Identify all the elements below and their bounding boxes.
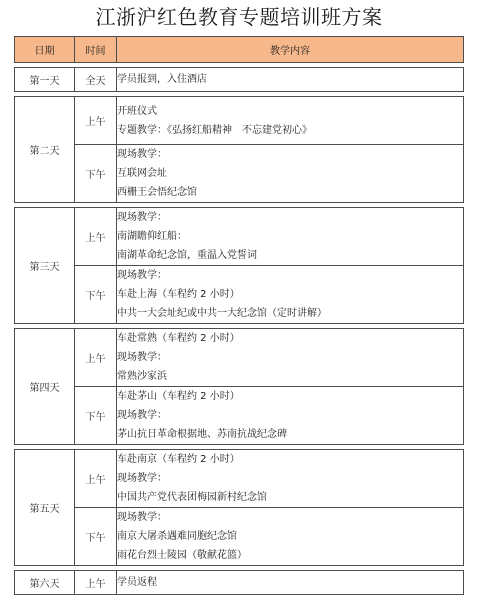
content-line: 互联网会址 — [117, 168, 167, 179]
table-row — [15, 571, 464, 595]
content-line: 学员报到，入住酒店 — [117, 74, 207, 85]
content-line: 现场教学： — [117, 212, 167, 223]
session-content — [117, 450, 464, 508]
time-label: 全天 — [75, 68, 117, 92]
table-row — [15, 266, 464, 324]
content-line: 车赴南京（车程约 2 小时） — [117, 454, 240, 465]
table-row — [15, 329, 464, 387]
day-label: 第二天 — [15, 97, 75, 203]
schedule-table — [14, 36, 464, 595]
session-content — [117, 571, 464, 595]
content-line: 专题教学：《弘扬红船精神 不忘建党初心》 — [117, 124, 312, 136]
page-title: 江浙沪红色教育专题培训班方案 — [95, 5, 383, 29]
header-day: 日期 — [15, 37, 75, 63]
session-content — [117, 208, 464, 266]
time-label: 上午 — [75, 450, 117, 508]
table-row — [15, 145, 464, 203]
session-content — [117, 387, 464, 445]
table-row — [15, 387, 464, 445]
table-row — [15, 508, 464, 566]
time-label: 下午 — [75, 508, 117, 566]
session-content — [117, 329, 464, 387]
content-line: 现场教学： — [117, 270, 167, 281]
content-line: 车赴常熟（车程约 2 小时） — [117, 333, 240, 344]
content-line: 南湖革命纪念馆，重温入党誓词 — [117, 250, 257, 261]
table-row — [15, 97, 464, 145]
content-line: 现场教学： — [117, 473, 167, 484]
content-line: 学员返程 — [117, 577, 157, 588]
content-line: 车赴茅山（车程约 2 小时） — [117, 391, 240, 402]
day-label: 第六天 — [15, 571, 75, 595]
content-line: 开班仪式 — [117, 105, 157, 117]
day-label: 第三天 — [15, 208, 75, 324]
time-label: 下午 — [75, 145, 117, 203]
content-line: 南湖瞻仰红船： — [117, 231, 187, 242]
table-row — [15, 68, 464, 92]
content-line: 现场教学： — [117, 149, 167, 160]
content-line: 中共一大会址纪或中共一大纪念馆（定时讲解） — [117, 308, 327, 319]
table-row — [15, 208, 464, 266]
session-content — [117, 266, 464, 324]
day-label: 第一天 — [15, 68, 75, 92]
content-line: 现场教学： — [117, 410, 167, 421]
content-line: 茅山抗日革命根据地、苏南抗战纪念碑 — [117, 429, 287, 440]
day-label: 第四天 — [15, 329, 75, 445]
content-line: 车赴上海（车程约 2 小时） — [117, 289, 240, 300]
time-label: 上午 — [75, 329, 117, 387]
content-line: 现场教学： — [117, 352, 167, 363]
header-content: 教学内容 — [117, 37, 464, 63]
session-content — [117, 508, 464, 566]
session-content — [117, 68, 464, 92]
content-line: 南京大屠杀遇难同胞纪念馆 — [117, 531, 237, 542]
session-content — [117, 145, 464, 203]
time-label: 下午 — [75, 387, 117, 445]
content-line: 现场教学： — [117, 512, 167, 523]
content-line: 西栅王会悟纪念馆 — [117, 187, 197, 198]
content-line: 常熟沙家浜 — [117, 371, 167, 382]
time-label: 上午 — [75, 97, 117, 145]
content-line: 中国共产党代表团梅园新村纪念馆 — [117, 492, 267, 503]
session-content — [117, 97, 464, 145]
header-time: 时间 — [75, 37, 117, 63]
table-row — [15, 450, 464, 508]
time-label: 下午 — [75, 266, 117, 324]
content-line: 雨花台烈士陵园（敬献花篮） — [117, 550, 247, 561]
header-row — [15, 37, 464, 63]
time-label: 上午 — [75, 208, 117, 266]
time-label: 上午 — [75, 571, 117, 595]
day-label: 第五天 — [15, 450, 75, 566]
